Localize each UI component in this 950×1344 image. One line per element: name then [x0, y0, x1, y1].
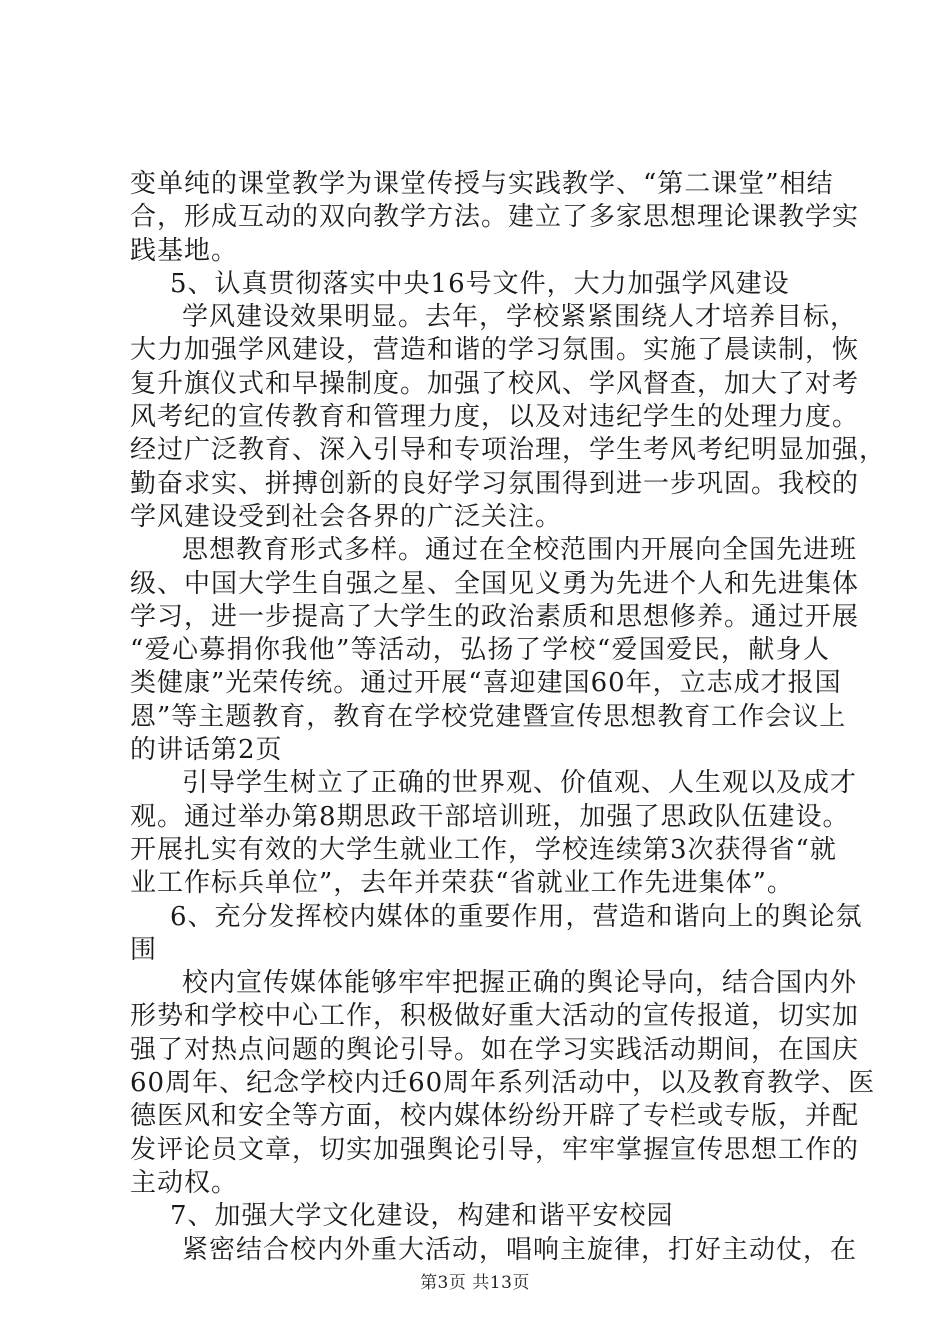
text-line: 变单纯的课堂教学为课堂传授与实践教学、“第二课堂”相结: [130, 169, 834, 199]
text-line: 风考纪的宣传教育和管理力度，以及对违纪学生的处理力度。: [130, 402, 860, 433]
text-line: 大力加强学风建设，营造和谐的学习氛围。实施了晨读制，恢: [130, 335, 860, 366]
text-line: “爱心募捐你我他”等活动，弘扬了学校“爱国爱民，献身人: [130, 635, 830, 666]
text-line: 学风建设效果明显。去年，学校紧紧围绕人才培养目标，: [182, 302, 858, 333]
text-line: 紧密结合校内外重大活动，唱响主旋律，打好主动仗，在: [182, 1234, 858, 1265]
text-line: 开展扎实有效的大学生就业工作，学校连续第3次获得省“就: [130, 834, 837, 865]
text-line: 发评论员文章，切实加强舆论引导，牢牢掌握宣传思想工作的: [130, 1134, 860, 1165]
text-line: 学风建设受到社会各界的广泛关注。: [130, 501, 563, 532]
text-line: 德医风和安全等方面，校内媒体纷纷开辟了专栏或专版，并配: [130, 1101, 860, 1132]
page-footer: [0, 1268, 950, 1293]
text-line: 类健康”光荣传统。通过开展“喜迎建国60年，立志成才报国: [130, 668, 842, 699]
text-line: 合，形成互动的双向教学方法。建立了多家思想理论课教学实: [130, 202, 860, 233]
text-line: 围: [130, 934, 158, 965]
text-line: 经过广泛教育、深入引导和专项治理，学生考风考纪明显加强，: [130, 435, 887, 466]
text-line: 业工作标兵单位”，去年并荣获“省就业工作先进集体”。: [130, 868, 794, 899]
document-body: [130, 168, 887, 1267]
text-line: 学习，进一步提高了大学生的政治素质和思想修养。通过开展: [130, 601, 860, 632]
text-line: 恩”等主题教育，教育在学校党建暨宣传思想教育工作会议上: [130, 701, 847, 732]
section-heading-7: 7、加强大学文化建设，构建和谐平安校园: [170, 1201, 674, 1232]
text-line: 主动权。: [130, 1167, 239, 1198]
text-line: 观。通过举办第8期思政干部培训班，加强了思政队伍建设。: [130, 801, 850, 832]
text-line: 复升旗仪式和早操制度。加强了校风、学风督查，加大了对考: [130, 368, 860, 399]
text-line: 强了对热点问题的舆论引导。如在学习实践活动期间，在国庆: [130, 1034, 860, 1065]
text-line: 思想教育形式多样。通过在全校范围内开展向全国先进班: [182, 535, 858, 566]
text-line: 校内宣传媒体能够牢牢把握正确的舆论导向，结合国内外: [182, 968, 858, 999]
text-line: 践基地。: [130, 235, 239, 266]
text-line: 的讲话第2页: [130, 735, 283, 766]
text-line: 勤奋求实、拼搏创新的良好学习氛围得到进一步巩固。我校的: [130, 468, 860, 499]
text-line: 级、中国大学生自强之星、全国见义勇为先进个人和先进集体: [130, 568, 860, 599]
page-indicator: 第3页 共13页: [420, 1273, 530, 1293]
section-heading-5: 5、认真贯彻落实中央16号文件，大力加强学风建设: [170, 268, 790, 299]
text-line: 形势和学校中心工作，积极做好重大活动的宣传报道，切实加: [130, 1001, 860, 1032]
text-line: 60周年、纪念学校内迁60周年系列活动中，以及教育教学、医: [130, 1068, 876, 1099]
section-heading-6: 6、充分发挥校内媒体的重要作用，营造和谐向上的舆论氛: [170, 901, 863, 932]
text-line: 引导学生树立了正确的世界观、价值观、人生观以及成才: [182, 768, 858, 799]
